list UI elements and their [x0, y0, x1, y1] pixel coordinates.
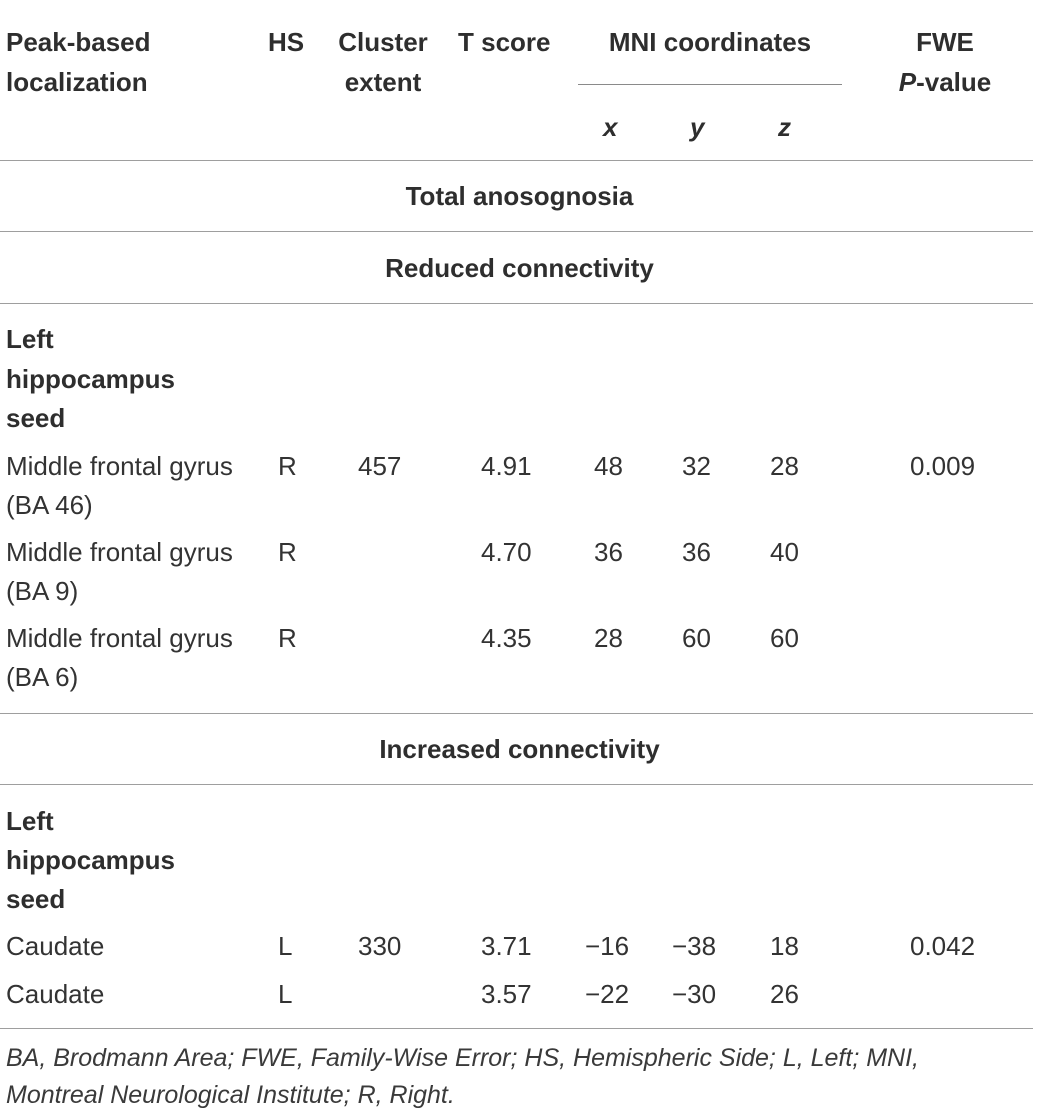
table-row-y: 32 [682, 451, 711, 481]
table-footnote [6, 1040, 1036, 1114]
table-row-region-ba: (BA 9) [6, 576, 79, 606]
table-row-tscore: 4.91 [481, 451, 532, 481]
table-row-region-ba: (BA 46) [6, 490, 93, 520]
table-row-tscore: 3.57 [481, 979, 532, 1009]
table-row-y: −30 [672, 979, 717, 1009]
table-row-cluster: 457 [358, 451, 402, 481]
footnote-line2: Montreal Neurological Institute; R, Right. [6, 1081, 455, 1109]
table-row-z: 18 [770, 931, 799, 961]
header-cluster-line2: extent [344, 67, 422, 97]
footnote-line1: BA, Brodmann Area; FWE, Family-Wise Error; HS, Hemispheric Side; L, Left; MNI, [6, 1044, 919, 1072]
divider [0, 160, 1033, 161]
table-row-pvalue: 0.042 [910, 931, 976, 961]
header-localization-line2: localization [6, 67, 148, 97]
header-x: x [603, 112, 618, 142]
table-row-region: Caudate [6, 979, 105, 1009]
header-z: z [778, 112, 791, 142]
table-row-tscore: 3.71 [481, 931, 532, 961]
header-fwe-suffix: -value [916, 67, 992, 97]
seed-label-line3: seed [6, 403, 66, 433]
table-row-region: Middle frontal gyrus [6, 451, 233, 481]
mni-header-rule [578, 84, 842, 85]
section-total: Total anosognosia [405, 181, 634, 211]
table-row-hs: R [278, 451, 297, 481]
header-localization-line1: Peak-based [6, 27, 151, 57]
section-increased: Increased connectivity [379, 734, 660, 764]
section-reduced: Reduced connectivity [385, 253, 654, 283]
header-y: y [690, 112, 705, 142]
table-row-z: 26 [770, 979, 799, 1009]
header-mni: MNI coordinates [608, 27, 812, 57]
divider [0, 784, 1033, 785]
table-row-x: 28 [594, 623, 623, 653]
table-row-hs: R [278, 623, 297, 653]
header-hs: HS [268, 27, 305, 57]
table-row-cluster: 330 [358, 931, 402, 961]
table-row-tscore: 4.35 [481, 623, 532, 653]
seed-label-line1: Left [6, 806, 54, 836]
table-row-x: −22 [585, 979, 630, 1009]
seed-label-line2: hippocampus [6, 364, 176, 394]
header-tscore: T score [458, 27, 551, 57]
seed-label-line3: seed [6, 884, 66, 914]
header-cluster-line1: Cluster [338, 27, 428, 57]
table-row-hs: L [278, 931, 293, 961]
header-fwe-line2 [880, 62, 1010, 102]
divider [0, 231, 1033, 232]
header-fwe-line1: FWE [916, 27, 974, 57]
seed-label-line1: Left [6, 324, 54, 354]
table-row-x: 36 [594, 537, 623, 567]
table-row-tscore: 4.70 [481, 537, 532, 567]
table-row-z: 28 [770, 451, 799, 481]
table-row-x: 48 [594, 451, 623, 481]
table-row-z: 40 [770, 537, 799, 567]
seed-label-line2: hippocampus [6, 845, 176, 875]
table-row-region: Middle frontal gyrus [6, 623, 233, 653]
divider [0, 303, 1033, 304]
table-row-pvalue: 0.009 [910, 451, 976, 481]
table-row-hs: L [278, 979, 293, 1009]
divider [0, 1028, 1033, 1029]
table-row-y: 36 [682, 537, 711, 567]
table-row-y: −38 [672, 931, 717, 961]
table-row-z: 60 [770, 623, 799, 653]
divider [0, 713, 1033, 714]
header-fwe-p: P [898, 67, 917, 97]
table-row-hs: R [278, 537, 297, 567]
table-row-region-ba: (BA 6) [6, 662, 79, 692]
table-row-region: Middle frontal gyrus [6, 537, 233, 567]
table-row-y: 60 [682, 623, 711, 653]
table-row-region: Caudate [6, 931, 105, 961]
table-row-x: −16 [585, 931, 630, 961]
